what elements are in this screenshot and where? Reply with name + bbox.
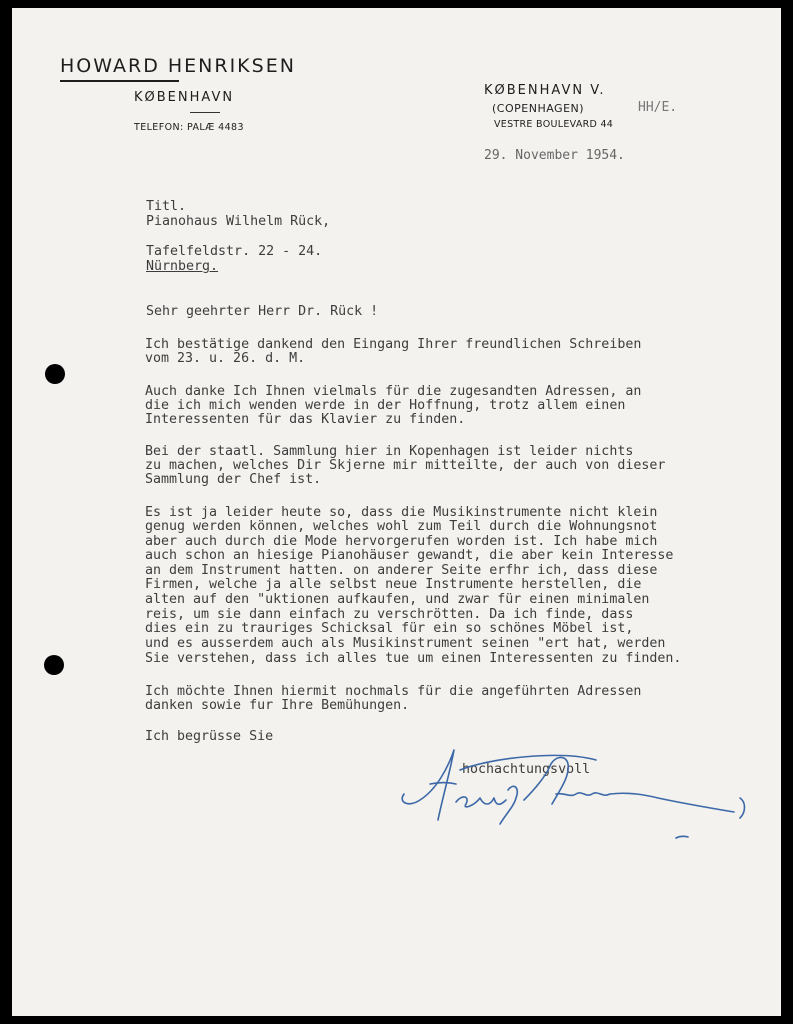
paragraph-line: vom 23. u. 26. d. M. — [145, 351, 306, 366]
punch-hole — [45, 364, 65, 384]
paragraph-line: Ich bestätige dankend den Eingang Ihrer freundlichen Schreiben — [145, 337, 642, 352]
paragraph-line: Firmen, welche ja alle selbst neue Instrumente herstellen, die — [145, 577, 642, 592]
signature-icon — [390, 742, 760, 842]
paragraph-line: Auch danke Ich Ihnen vielmals für die zugesandten Adressen, an — [145, 384, 642, 399]
punch-hole — [44, 655, 64, 675]
recipient-line4: Nürnberg. — [146, 259, 219, 274]
paragraph-line: an dem Instrument hatten. on anderer Seite erfhr ich, dass diese — [145, 563, 658, 578]
letterhead-address-line3: VESTRE BOULEVARD 44 — [494, 119, 614, 130]
paragraph-line: reis, um sie dann einfach zu verschrötten. Da ich finde, dass — [145, 607, 634, 622]
letterhead-city: KØBENHAVN — [134, 90, 235, 105]
greeting: Ich begrüsse Sie — [145, 729, 274, 744]
paragraph-line: genug werden können, welches wohl zum Teil durch die Wohnungsnot — [145, 519, 658, 534]
salutation: Sehr geehrter Herr Dr. Rück ! — [146, 304, 379, 319]
paragraph-line: und es ausserdem auch als Musikinstrument seinen "ert hat, werden — [145, 636, 666, 651]
letterhead-address-line1: KØBENHAVN V. — [484, 83, 606, 98]
paragraph-line: danken sowie fur Ihre Bemühungen. — [145, 698, 410, 713]
recipient-line3: Tafelfeldstr. 22 - 24. — [146, 244, 323, 259]
paragraph-line: Es ist ja leider heute so, dass die Musikinstrumente nicht klein — [145, 505, 658, 520]
letterhead-divider — [190, 112, 220, 113]
closing: hochachtungsvoll — [462, 762, 591, 777]
letter-date: 29. November 1954. — [484, 148, 625, 163]
paragraph-line: Ich möchte Ihnen hiermit nochmals für die angeführten Adressen — [145, 684, 642, 699]
paragraph-line: Bei der staatl. Sammlung hier in Kopenhagen ist leider nichts — [145, 444, 634, 459]
reference-code: HH/E. — [638, 100, 678, 115]
paragraph-line: zu machen, welches Dir Skjerne mir mitteilte, der auch von dieser — [145, 458, 666, 473]
recipient-line1: Titl. — [146, 199, 187, 214]
paragraph-line: auch schon an hiesige Pianohäuser gewandt, die aber kein Interesse — [145, 548, 674, 563]
paragraph-line: dies ein zu trauriges Schicksal für ein so schönes Möbel ist, — [145, 621, 634, 636]
paragraph-line: Sammlung der Chef ist. — [145, 472, 322, 487]
letterhead-phone: TELEFON: PALÆ 4483 — [134, 122, 244, 133]
recipient-line2: Pianohaus Wilhelm Rück, — [146, 214, 331, 229]
paragraph-line: Sie verstehen, dass ich alles tue um einen Interessenten zu finden. — [145, 651, 682, 666]
letterhead-underline — [60, 80, 179, 82]
paragraph-line: aber auch durch die Mode hervorgerufen worden ist. Ich habe mich — [145, 534, 658, 549]
paragraph-line: alten auf den "uktionen aufkaufen, und zwar für einen minimalen — [145, 592, 650, 607]
paragraph-line: Interessenten für das Klavier zu finden. — [145, 412, 466, 427]
letterhead-name: HOWARD HENRIKSEN — [60, 55, 296, 77]
letterhead-address-line2: (COPENHAGEN) — [492, 102, 585, 115]
paragraph-line: die ich mich wenden werde in der Hoffnung, trotz allem einen — [145, 398, 626, 413]
